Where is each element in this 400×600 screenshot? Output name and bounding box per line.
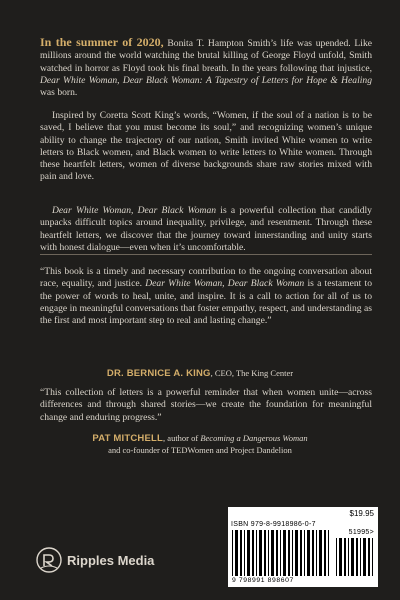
barcode-bar xyxy=(360,538,361,576)
barcode-bar xyxy=(348,538,349,576)
endorsement-1-attribution xyxy=(0,367,400,380)
addon-barcode-icon xyxy=(336,538,374,576)
section-divider xyxy=(40,254,372,255)
barcode-bar xyxy=(271,530,274,576)
barcode-block xyxy=(228,507,378,587)
barcode-bar xyxy=(240,530,242,576)
barcode-bar xyxy=(259,530,262,576)
barcode-bar xyxy=(235,530,238,576)
barcode-bar xyxy=(247,530,250,576)
barcode-bar xyxy=(316,530,317,576)
barcode-bar xyxy=(276,530,278,576)
barcode-bar xyxy=(344,538,346,576)
publisher-logo xyxy=(36,546,154,574)
barcode-bar xyxy=(295,530,298,576)
barcode-bar xyxy=(268,530,269,576)
summary-paragraph xyxy=(40,205,372,254)
intro-book-title: Dear White Woman, Dear Black Woman: A Tapestry of Letters for Hope & Healing xyxy=(40,74,372,86)
barcode-bar xyxy=(324,530,326,576)
ripples-logo-icon xyxy=(36,547,62,573)
barcode-bar xyxy=(283,530,286,576)
barcode-bar xyxy=(307,530,310,576)
endorsement-quote-1 xyxy=(40,266,372,327)
intro-text-a: Bonita T. Hampton Smith’s life was upended. Like millions around the world watching the brutal killing of George Floyd unfold, Smith watched in horror as Floyd took his final breath. In the years following that injustice, xyxy=(40,38,373,74)
barcode-bar xyxy=(288,530,290,576)
barcode-bar xyxy=(304,530,305,576)
endorsement-2-attribution-line2 xyxy=(0,444,400,456)
barcode-bar xyxy=(336,538,337,576)
endorsement-quote-2: “This collection of letters is a powerful reminder that when women unite—across differences and through shared stories—we create the foundation for meaningful change and enduring progress.” xyxy=(40,387,372,423)
barcode-bar xyxy=(339,538,342,576)
summary-book-title: Dear White Woman, Dear Black Woman xyxy=(52,205,217,216)
barcode-bar xyxy=(312,530,314,576)
endorser-2-name: PAT MITCHELL xyxy=(92,433,164,444)
endorser-2-book-title: Becoming a Dangerous Woman xyxy=(200,433,308,443)
barcode-bar xyxy=(363,538,366,576)
price-label: $19.95 xyxy=(349,509,374,518)
intro-lead: In the summer of 2020, xyxy=(40,35,164,49)
quote1-text-a: “This book is a timely and necessary contribution to the ongoing conversation about race, equality, and justice. xyxy=(40,266,372,290)
ean-barcode-icon xyxy=(232,530,330,576)
barcode-bar xyxy=(356,538,358,576)
price-addon-code: 51995> xyxy=(348,529,374,536)
barcode-bar xyxy=(252,530,254,576)
isbn-label: ISBN 979-8-9918986-0-7 xyxy=(231,521,316,528)
endorser-1-name: DR. BERNICE A. KING xyxy=(106,368,211,379)
endorser-1-role: , CEO, The King Center xyxy=(210,368,294,378)
barcode-bar xyxy=(256,530,257,576)
intro-text-b: was born. xyxy=(40,87,78,99)
ean-digits: 9 798991 898607 xyxy=(232,577,294,584)
barcode-bar xyxy=(280,530,281,576)
barcode-bar xyxy=(292,530,293,576)
intro-paragraph xyxy=(40,36,372,99)
endorser-2-role-a: , author of xyxy=(163,433,201,443)
barcode-bar xyxy=(232,530,233,576)
inspiration-paragraph: Inspired by Coretta Scott King’s words, “Women, if the soul of a nation is to be saved, I believe that you must become its soul,” and recognizing women’s unique ability to change the trajectory of our nation, Smith invited White women to write letters to Black women, and Black women to write letters to White women. Through these heartfelt letters, women of diverse backgrounds share raw stories mixed with pain and love. xyxy=(40,110,372,183)
summary-text: is a powerful collection that candidly unpacks difficult topics around inequality, privilege, and resentment. Through these heartfelt letters, we discover that the journey toward innerstanding and unity starts with honest dialogue—even when it’s uncomfortable. xyxy=(40,205,372,253)
endorser-2-role-b: and co-founder of TEDWomen and Project Dandelion xyxy=(108,445,292,455)
barcode-bar xyxy=(328,530,329,576)
barcode-bar xyxy=(244,530,245,576)
barcode-bar xyxy=(351,538,354,576)
barcode-bar xyxy=(372,538,373,576)
barcode-bar xyxy=(368,538,370,576)
barcode-bar xyxy=(319,530,322,576)
barcode-bar xyxy=(264,530,266,576)
quote1-book-title: Dear White Woman, Dear Black Woman xyxy=(145,278,305,290)
barcode-bar xyxy=(300,530,302,576)
quote1-text-b: is a testament to the power of words to heal, unite, and inspire. It is a call to action for all of us to engage in meaningful conversations that foster empathy, respect, and understanding as the first and most important step to real and lasting change.” xyxy=(40,278,372,327)
publisher-name: Ripples Media xyxy=(67,552,155,568)
